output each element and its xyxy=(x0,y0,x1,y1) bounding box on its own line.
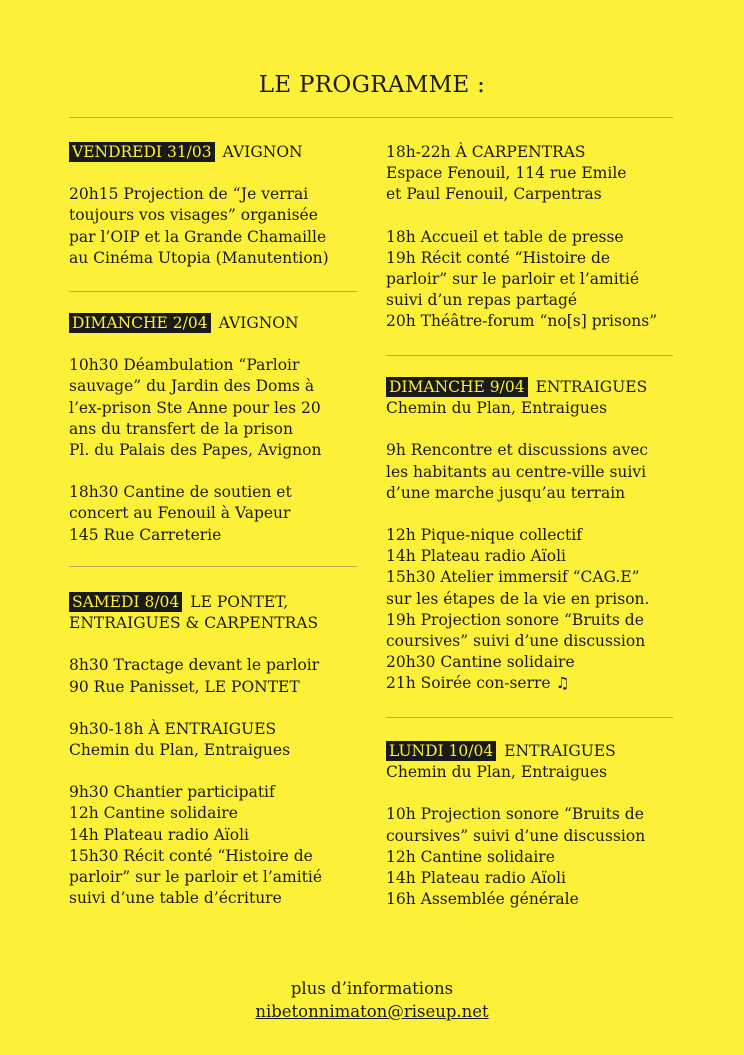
event-line: 18h Accueil et table de presse xyxy=(386,227,624,246)
event-block xyxy=(69,184,369,269)
event-line: 19h Récit conté “Histoire de xyxy=(386,248,611,267)
event-line: suivi d’un repas partagé xyxy=(386,291,578,310)
title-divider xyxy=(69,117,673,118)
event-block xyxy=(386,142,686,206)
event-line: parloir” sur le parloir et l’amitié xyxy=(69,868,323,887)
event-block xyxy=(69,719,369,761)
event-line: Espace Fenouil, 114 rue Emile xyxy=(386,164,627,183)
event-line: 15h30 Atelier immersif “CAG.E” xyxy=(386,568,640,587)
section-lundi-10 xyxy=(386,741,686,910)
footer-label: plus d’informations xyxy=(290,979,454,998)
event-line: 19h Projection sonore “Bruits de xyxy=(386,610,644,629)
event-line: toujours vos visages” organisée xyxy=(69,206,318,225)
section-dimanche-2 xyxy=(69,313,369,546)
section-dimanche-9 xyxy=(386,377,686,695)
event-line: 14h Plateau radio Aïoli xyxy=(69,825,249,844)
place-label: AVIGNON xyxy=(218,314,299,332)
event-line: 20h Théâtre-forum “no[s] prisons” xyxy=(386,312,658,331)
event-line: par l’OIP et la Grande Chamaille xyxy=(69,227,327,246)
section-samedi-8 xyxy=(69,592,369,909)
event-line: 10h30 Déambulation “Parloir xyxy=(69,356,300,375)
event-line: 12h Cantine solidaire xyxy=(386,847,555,866)
date-badge: VENDREDI 31/03 xyxy=(69,142,215,162)
place-label-continued: ENTRAIGUES & CARPENTRAS xyxy=(69,614,319,633)
email-link[interactable]: nibetonnimaton@riseup.net xyxy=(255,1002,489,1021)
page-title: LE PROGRAMME : xyxy=(258,72,486,98)
event-block xyxy=(69,482,369,546)
section-vendredi xyxy=(69,142,369,269)
event-line: 14h Plateau radio Aïoli xyxy=(386,869,566,888)
event-line: 12h Cantine solidaire xyxy=(69,804,238,823)
day-heading xyxy=(69,313,369,334)
event-block xyxy=(386,440,686,504)
event-line: 8h30 Tractage devant le parloir xyxy=(69,656,320,675)
event-line: 16h Assemblée générale xyxy=(386,890,579,909)
event-line: 9h Rencontre et discussions avec xyxy=(386,441,649,460)
event-line: 14h Plateau radio Aïoli xyxy=(386,547,566,566)
section-divider xyxy=(386,355,673,356)
event-block xyxy=(386,525,686,695)
place-label: LE PONTET, xyxy=(190,593,289,611)
event-line: Chemin du Plan, Entraigues xyxy=(69,741,291,760)
day-heading xyxy=(386,741,686,762)
day-heading xyxy=(69,142,369,163)
event-line: 12h Pique-nique collectif xyxy=(386,526,582,545)
event-line: Pl. du Palais des Papes, Avignon xyxy=(69,441,322,460)
event-line: 9h30-18h À ENTRAIGUES xyxy=(69,719,277,738)
event-line: 90 Rue Panisset, LE PONTET xyxy=(69,677,300,696)
event-line: 20h15 Projection de “Je verrai xyxy=(69,185,309,204)
event-line: 15h30 Récit conté “Histoire de xyxy=(69,846,313,865)
event-line: et Paul Fenouil, Carpentras xyxy=(386,185,602,204)
event-block xyxy=(69,782,369,909)
date-badge: DIMANCHE 2/04 xyxy=(69,313,211,333)
event-block xyxy=(69,355,369,461)
event-line: 20h30 Cantine solidaire xyxy=(386,653,575,672)
event-line: concert au Fenouil à Vapeur xyxy=(69,504,291,523)
event-line: 10h Projection sonore “Bruits de xyxy=(386,805,644,824)
event-line: coursives” suivi d’une discussion xyxy=(386,632,646,651)
event-block xyxy=(69,655,369,697)
day-heading xyxy=(386,377,686,398)
place-label: ENTRAIGUES xyxy=(504,742,616,760)
event-block xyxy=(386,804,686,910)
place-label: ENTRAIGUES xyxy=(535,378,648,396)
address-line: Chemin du Plan, Entraigues xyxy=(386,399,608,418)
event-line: ans du transfert de la prison xyxy=(69,419,293,438)
event-line: 18h30 Cantine de soutien et xyxy=(69,483,292,502)
event-line: au Cinéma Utopia (Manutention) xyxy=(69,248,329,267)
day-heading xyxy=(69,592,369,613)
event-line: l’ex-prison Ste Anne pour les 20 xyxy=(69,398,321,417)
section-divider xyxy=(386,717,673,718)
event-line: 18h-22h À CARPENTRAS xyxy=(386,143,586,161)
event-line: parloir” sur le parloir et l’amitié xyxy=(386,270,640,289)
event-line: d’une marche jusqu’au terrain xyxy=(386,483,626,502)
event-line: 9h30 Chantier participatif xyxy=(69,783,275,802)
event-line: sauvage” du Jardin des Doms à xyxy=(69,377,315,396)
section-divider xyxy=(69,291,357,292)
event-line: les habitants au centre-ville suivi xyxy=(386,462,647,481)
event-line: suivi d’une table d’écriture xyxy=(69,889,282,908)
event-line: 145 Rue Carreterie xyxy=(69,525,222,544)
event-line: sur les étapes de la vie en prison. xyxy=(386,589,650,608)
date-badge: DIMANCHE 9/04 xyxy=(386,377,528,397)
section-carpentras xyxy=(386,142,686,333)
date-badge: LUNDI 10/04 xyxy=(386,741,496,761)
event-block xyxy=(386,227,686,333)
event-line: 21h Soirée con-serre ♫ xyxy=(386,674,570,693)
address-line: Chemin du Plan, Entraigues xyxy=(386,763,608,782)
date-badge: SAMEDI 8/04 xyxy=(69,592,182,612)
section-divider xyxy=(69,566,357,567)
place-label: AVIGNON xyxy=(222,143,303,161)
event-line: coursives” suivi d’une discussion xyxy=(386,826,646,845)
footer xyxy=(0,977,744,1023)
